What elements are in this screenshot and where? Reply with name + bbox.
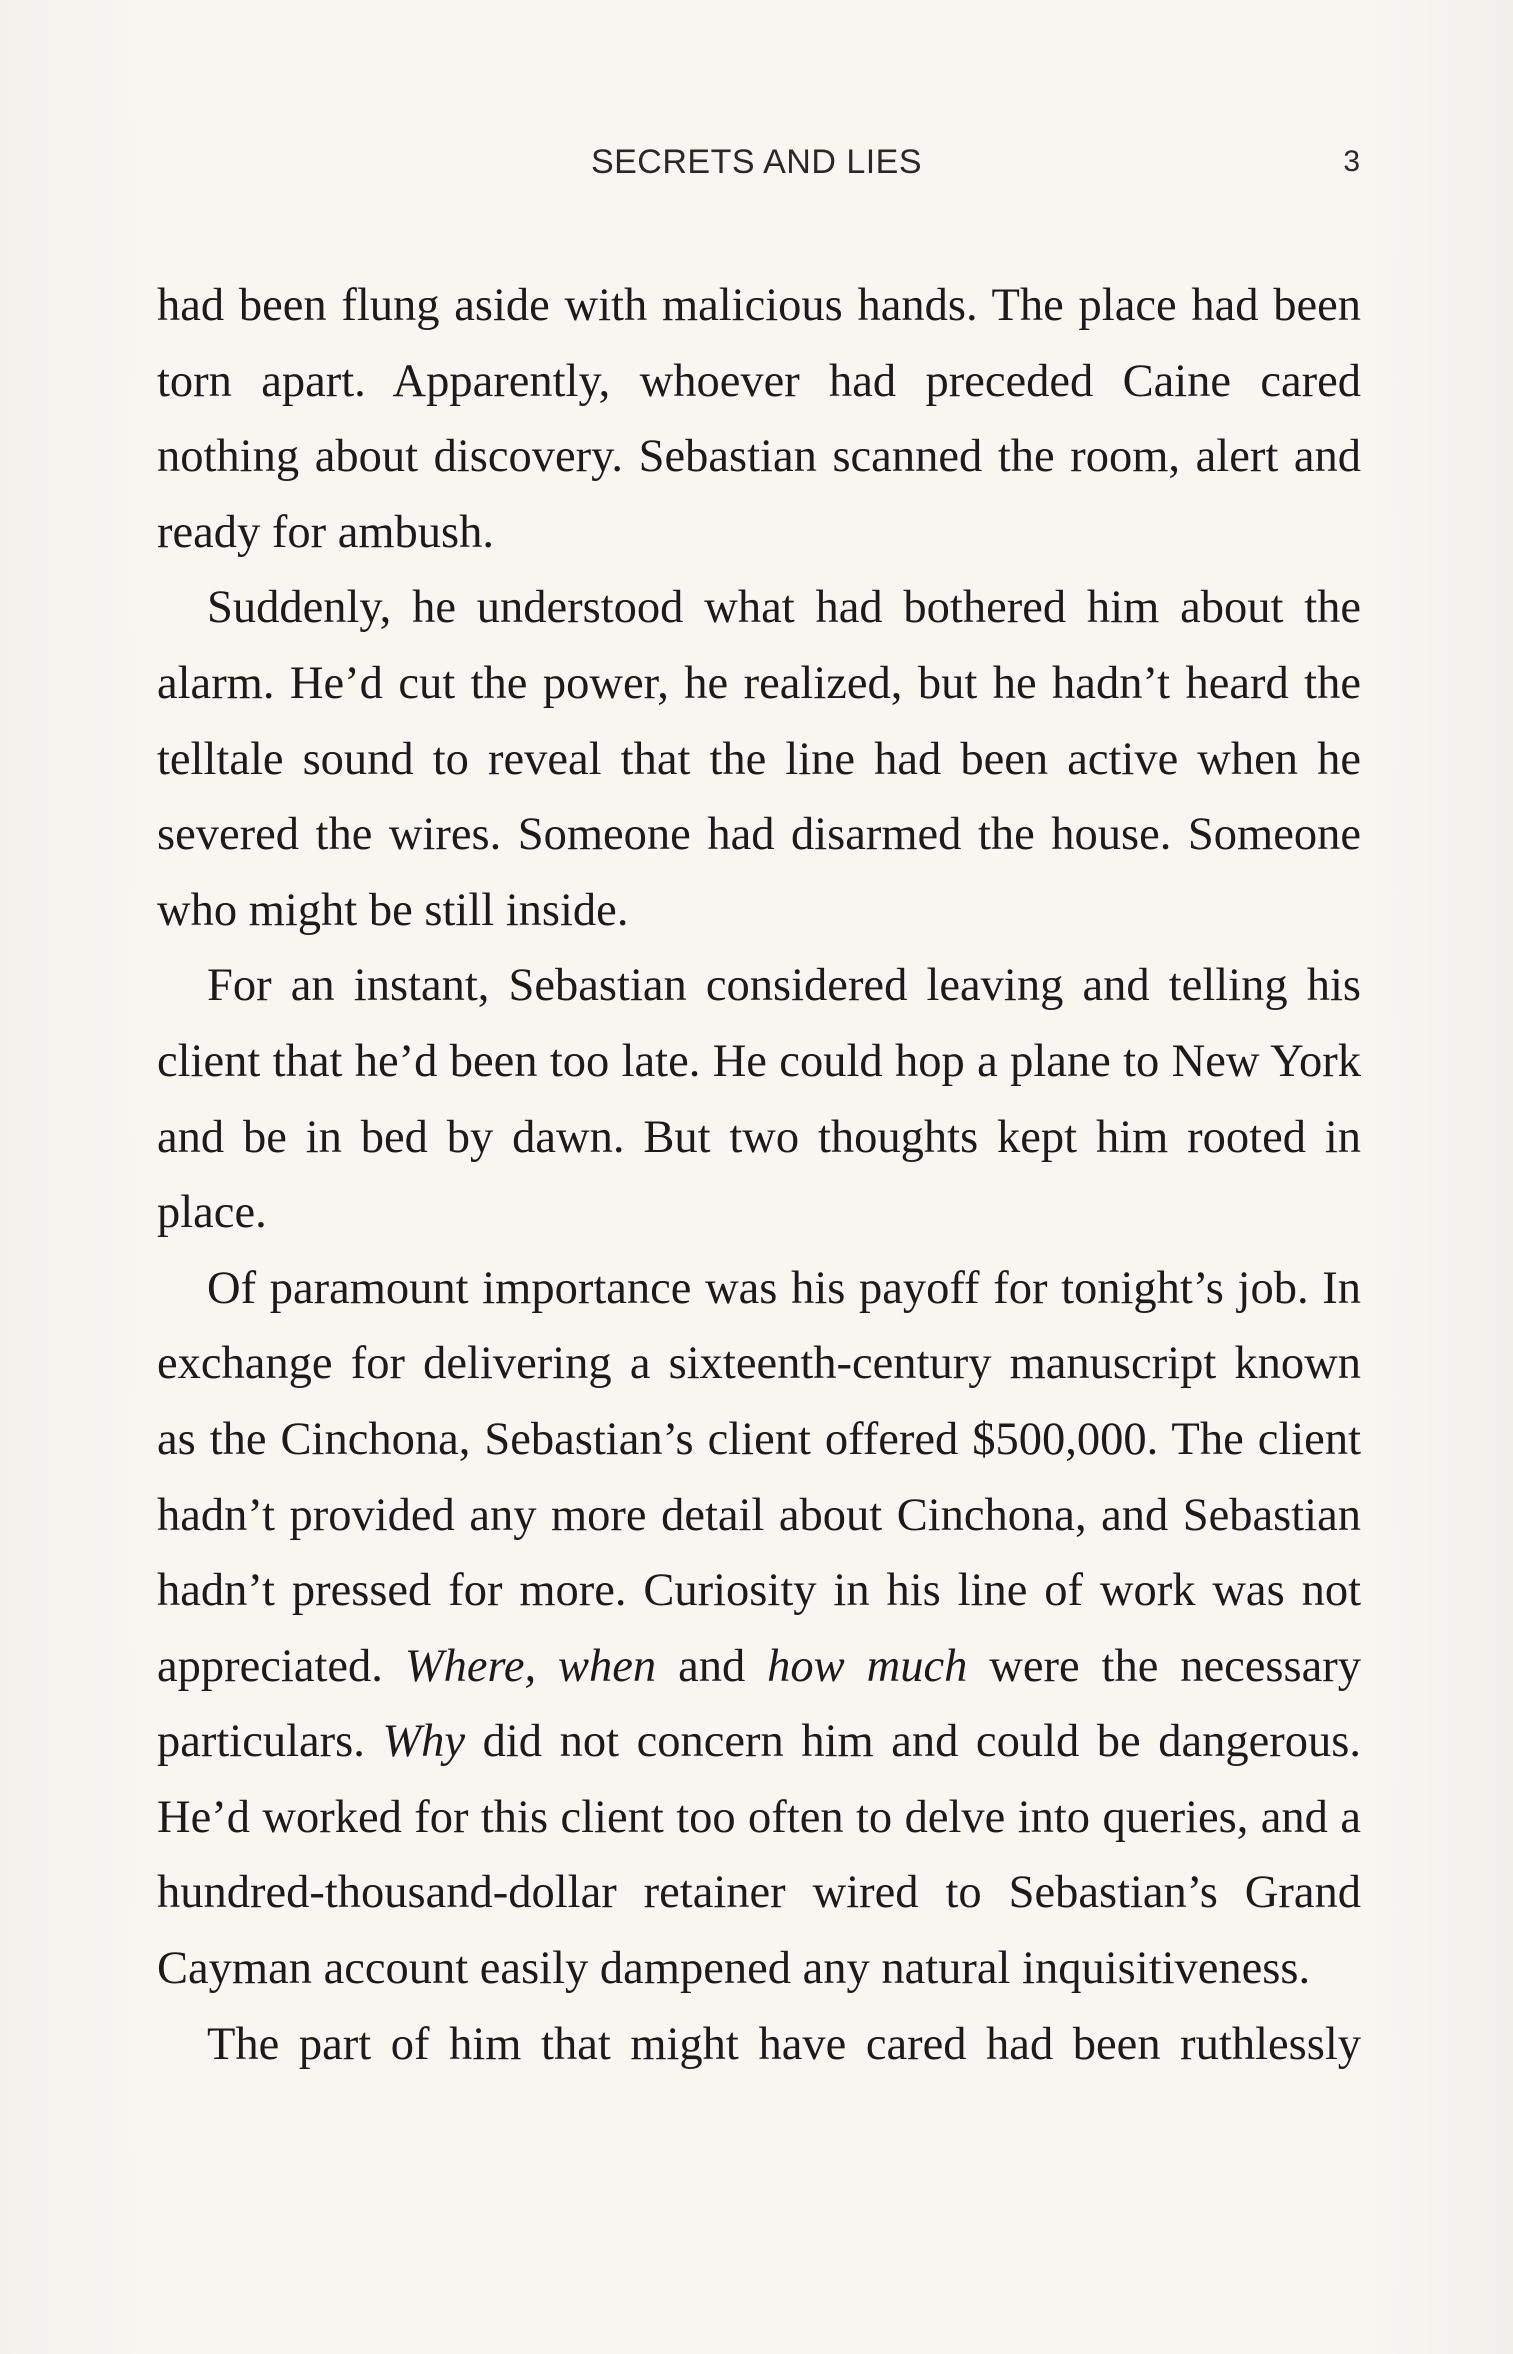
italic-why: Why <box>382 1716 466 1768</box>
paragraph-4-part-a: Of paramount importance was his payoff for tonight’s job. In exchange for delivering a sixteenth-century manuscript known as the Cinchona, Sebastian’s client offered $500,000. The client hadn’t provided any more detail about Cinchona, and Sebastian hadn’t pressed for more. Curiosity in his line of work was not appreciated. <box>157 1262 1361 1692</box>
paragraph-4-part-b: and <box>656 1640 768 1692</box>
paragraph-1: had been flung aside with malicious hands. The place had been torn apart. Apparently, whoever had preceded Caine cared nothing about discovery. Sebastian scanned the room, alert and ready for ambush. <box>157 280 1361 558</box>
paragraph-2: Suddenly, he understood what had bothered him about the alarm. He’d cut the power, he realized, but he hadn’t heard the telltale sound to reveal that the line had been active when he severed the wires. Someone had disarmed the house. Someone who might be still inside. <box>157 582 1361 936</box>
paragraph-3: For an instant, Sebastian considered leaving and telling his client that he’d been too late. He could hop a plane to New York and be in bed by dawn. But two thoughts kept him rooted in place. <box>157 960 1361 1239</box>
running-title: SECRETS AND LIES <box>590 143 923 181</box>
paragraph-4-part-c: were the necessary particulars. <box>157 1640 1361 1768</box>
italic-how-much: how much <box>767 1640 968 1692</box>
body-text <box>157 268 1361 2082</box>
paragraph-4-part-d: did not concern him and could be dangerous. He’d worked for this client too often to delve into queries, and a hundred-thousand-dollar retainer wired to Sebastian’s Grand Cayman account easily dampened any natural inquisitiveness. <box>157 1716 1361 1995</box>
paragraph-4 <box>157 1251 1361 2007</box>
paragraph-5: The part of him that might have cared had been ruthlessly <box>207 2018 1361 2070</box>
italic-where-when: Where, when <box>404 1640 657 1692</box>
running-header <box>0 138 1513 188</box>
page-number: 3 <box>1343 145 1360 178</box>
